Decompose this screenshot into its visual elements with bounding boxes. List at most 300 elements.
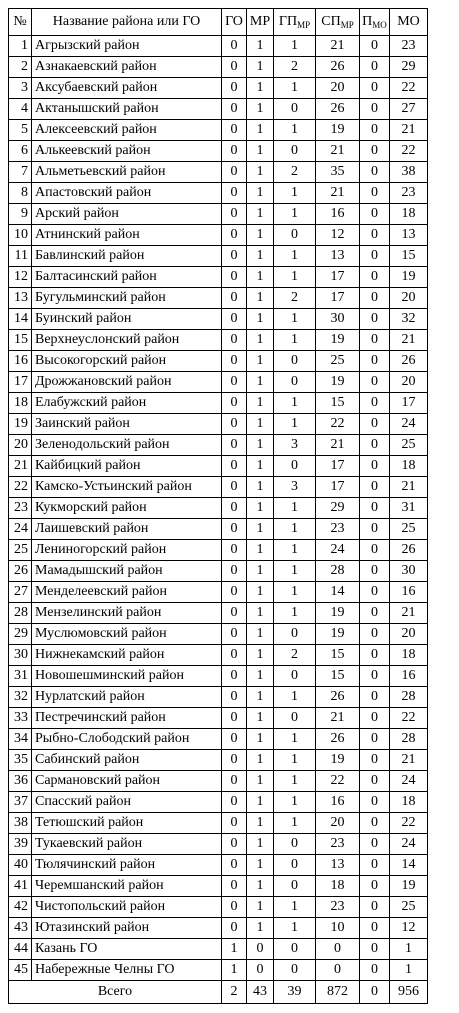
cell-sp: 29: [316, 498, 360, 519]
cell-name: Арский район: [32, 204, 222, 225]
cell-p: 0: [360, 771, 390, 792]
total-go: 2: [222, 981, 247, 1004]
cell-sp: 26: [316, 687, 360, 708]
cell-mo: 24: [390, 414, 428, 435]
cell-mr: 1: [247, 708, 274, 729]
table-row: [9, 540, 428, 561]
cell-sp: 28: [316, 561, 360, 582]
cell-mr: 1: [247, 687, 274, 708]
header-gp-base: ГП: [278, 14, 298, 29]
cell-gp: 0: [274, 351, 316, 372]
cell-name: Кукморский район: [32, 498, 222, 519]
table-row: [9, 99, 428, 120]
cell-mr: 1: [247, 393, 274, 414]
cell-go: 0: [222, 519, 247, 540]
table-row: [9, 729, 428, 750]
total-p: 0: [360, 981, 390, 1004]
cell-number: 37: [9, 792, 32, 813]
cell-name: Менделеевский район: [32, 582, 222, 603]
cell-name: Бугульминский район: [32, 288, 222, 309]
cell-mr: 1: [247, 666, 274, 687]
cell-go: 0: [222, 708, 247, 729]
cell-p: 0: [360, 225, 390, 246]
cell-number: 21: [9, 456, 32, 477]
cell-mo: 38: [390, 162, 428, 183]
cell-go: 0: [222, 876, 247, 897]
cell-name: Лениногорский район: [32, 540, 222, 561]
table-row: [9, 267, 428, 288]
cell-sp: 19: [316, 372, 360, 393]
cell-gp: 1: [274, 603, 316, 624]
cell-gp: 0: [274, 855, 316, 876]
cell-number: 29: [9, 624, 32, 645]
header-p-sub: МО: [372, 20, 387, 30]
header-sp-base: СП: [321, 14, 341, 29]
cell-mr: 1: [247, 897, 274, 918]
cell-go: 0: [222, 540, 247, 561]
cell-number: 41: [9, 876, 32, 897]
cell-name: Тетюшский район: [32, 813, 222, 834]
cell-p: 0: [360, 456, 390, 477]
cell-name: Сармановский район: [32, 771, 222, 792]
cell-go: 0: [222, 162, 247, 183]
cell-go: 0: [222, 603, 247, 624]
cell-gp: 3: [274, 435, 316, 456]
cell-go: 0: [222, 414, 247, 435]
cell-sp: 21: [316, 183, 360, 204]
cell-gp: 2: [274, 162, 316, 183]
table-row: [9, 414, 428, 435]
cell-mo: 21: [390, 330, 428, 351]
table-row: [9, 225, 428, 246]
cell-gp: 0: [274, 834, 316, 855]
table-row: [9, 309, 428, 330]
total-mo: 956: [390, 981, 428, 1004]
cell-p: 0: [360, 477, 390, 498]
cell-go: 0: [222, 120, 247, 141]
cell-name: Заинский район: [32, 414, 222, 435]
cell-name: Буинский район: [32, 309, 222, 330]
cell-name: Рыбно-Слободский район: [32, 729, 222, 750]
cell-number: 22: [9, 477, 32, 498]
cell-mr: 1: [247, 435, 274, 456]
cell-number: 23: [9, 498, 32, 519]
cell-name: Муслюмовский район: [32, 624, 222, 645]
cell-name: Дрожжановский район: [32, 372, 222, 393]
table-row: [9, 876, 428, 897]
table-header-row: [9, 9, 428, 36]
table-row: [9, 750, 428, 771]
cell-name: Агрызский район: [32, 36, 222, 57]
cell-sp: 26: [316, 99, 360, 120]
cell-gp: 1: [274, 582, 316, 603]
cell-go: 0: [222, 456, 247, 477]
cell-go: 0: [222, 582, 247, 603]
municipalities-table: [8, 8, 428, 1004]
cell-gp: 0: [274, 939, 316, 960]
cell-mo: 22: [390, 813, 428, 834]
cell-name: Камско-Устьинский район: [32, 477, 222, 498]
cell-mr: 1: [247, 120, 274, 141]
cell-name: Казань ГО: [32, 939, 222, 960]
cell-mr: 0: [247, 939, 274, 960]
cell-mr: 1: [247, 561, 274, 582]
cell-mr: 1: [247, 645, 274, 666]
cell-go: 0: [222, 288, 247, 309]
table-row: [9, 246, 428, 267]
cell-p: 0: [360, 393, 390, 414]
cell-sp: 23: [316, 519, 360, 540]
cell-mr: 1: [247, 372, 274, 393]
cell-mr: 1: [247, 225, 274, 246]
table-body: [9, 36, 428, 981]
cell-sp: 21: [316, 435, 360, 456]
header-p-base: П: [362, 14, 373, 29]
cell-sp: 26: [316, 729, 360, 750]
cell-p: 0: [360, 330, 390, 351]
cell-mo: 16: [390, 582, 428, 603]
cell-number: 40: [9, 855, 32, 876]
cell-sp: 17: [316, 477, 360, 498]
cell-gp: 1: [274, 393, 316, 414]
table-row: [9, 897, 428, 918]
header-gp-sub: МР: [297, 20, 311, 30]
cell-p: 0: [360, 939, 390, 960]
table-row: [9, 498, 428, 519]
cell-mo: 13: [390, 225, 428, 246]
table-row: [9, 141, 428, 162]
cell-number: 34: [9, 729, 32, 750]
cell-p: 0: [360, 708, 390, 729]
cell-number: 18: [9, 393, 32, 414]
cell-gp: 1: [274, 309, 316, 330]
cell-name: Черемшанский район: [32, 876, 222, 897]
cell-sp: 15: [316, 645, 360, 666]
cell-p: 0: [360, 834, 390, 855]
cell-mo: 18: [390, 456, 428, 477]
cell-go: 1: [222, 939, 247, 960]
cell-number: 20: [9, 435, 32, 456]
cell-sp: 23: [316, 897, 360, 918]
cell-p: 0: [360, 729, 390, 750]
municipalities-table-container: [8, 8, 428, 1004]
table-row: [9, 330, 428, 351]
table-row: [9, 519, 428, 540]
cell-mr: 1: [247, 792, 274, 813]
cell-number: 25: [9, 540, 32, 561]
cell-name: Азнакаевский район: [32, 57, 222, 78]
cell-sp: 19: [316, 120, 360, 141]
total-label: Всего: [9, 981, 222, 1004]
cell-p: 0: [360, 351, 390, 372]
cell-mo: 32: [390, 309, 428, 330]
cell-mo: 20: [390, 288, 428, 309]
cell-mo: 22: [390, 141, 428, 162]
table-row: [9, 960, 428, 981]
cell-p: 0: [360, 750, 390, 771]
cell-mr: 1: [247, 540, 274, 561]
header-name: Название района или ГО: [32, 9, 222, 36]
cell-mr: 1: [247, 288, 274, 309]
cell-name: Актанышский район: [32, 99, 222, 120]
cell-mr: 1: [247, 141, 274, 162]
cell-gp: 1: [274, 729, 316, 750]
cell-number: 1: [9, 36, 32, 57]
cell-mr: 1: [247, 624, 274, 645]
cell-mo: 15: [390, 246, 428, 267]
cell-go: 0: [222, 750, 247, 771]
cell-gp: 1: [274, 561, 316, 582]
cell-name: Тукаевский район: [32, 834, 222, 855]
cell-gp: 1: [274, 36, 316, 57]
cell-p: 0: [360, 204, 390, 225]
cell-mo: 1: [390, 939, 428, 960]
cell-mo: 1: [390, 960, 428, 981]
cell-mo: 22: [390, 708, 428, 729]
cell-sp: 12: [316, 225, 360, 246]
cell-go: 0: [222, 834, 247, 855]
table-row: [9, 57, 428, 78]
cell-gp: 3: [274, 477, 316, 498]
cell-name: Аксубаевский район: [32, 78, 222, 99]
table-row: [9, 582, 428, 603]
cell-sp: 10: [316, 918, 360, 939]
cell-mr: 1: [247, 330, 274, 351]
cell-sp: 17: [316, 267, 360, 288]
cell-mr: 1: [247, 498, 274, 519]
cell-p: 0: [360, 162, 390, 183]
cell-gp: 1: [274, 120, 316, 141]
cell-name: Сабинский район: [32, 750, 222, 771]
cell-p: 0: [360, 141, 390, 162]
cell-sp: 24: [316, 540, 360, 561]
cell-number: 13: [9, 288, 32, 309]
cell-number: 28: [9, 603, 32, 624]
cell-number: 6: [9, 141, 32, 162]
cell-mo: 24: [390, 834, 428, 855]
cell-sp: 21: [316, 708, 360, 729]
cell-mr: 1: [247, 750, 274, 771]
cell-mo: 26: [390, 351, 428, 372]
cell-mo: 12: [390, 918, 428, 939]
cell-mo: 18: [390, 645, 428, 666]
table-row: [9, 162, 428, 183]
cell-mo: 23: [390, 183, 428, 204]
cell-name: Набережные Челны ГО: [32, 960, 222, 981]
table-row: [9, 624, 428, 645]
cell-p: 0: [360, 309, 390, 330]
cell-go: 0: [222, 813, 247, 834]
cell-mr: 1: [247, 99, 274, 120]
cell-mo: 21: [390, 603, 428, 624]
cell-p: 0: [360, 99, 390, 120]
cell-mo: 25: [390, 519, 428, 540]
cell-p: 0: [360, 582, 390, 603]
cell-mr: 1: [247, 603, 274, 624]
table-row: [9, 834, 428, 855]
cell-name: Зеленодольский район: [32, 435, 222, 456]
cell-gp: 0: [274, 456, 316, 477]
cell-name: Нижнекамский район: [32, 645, 222, 666]
total-sp: 872: [316, 981, 360, 1004]
cell-go: 0: [222, 141, 247, 162]
cell-mr: 1: [247, 456, 274, 477]
cell-number: 15: [9, 330, 32, 351]
cell-p: 0: [360, 666, 390, 687]
cell-number: 27: [9, 582, 32, 603]
cell-mo: 27: [390, 99, 428, 120]
cell-number: 36: [9, 771, 32, 792]
cell-p: 0: [360, 813, 390, 834]
cell-sp: 0: [316, 960, 360, 981]
cell-name: Спасский район: [32, 792, 222, 813]
cell-name: Тюлячинский район: [32, 855, 222, 876]
cell-sp: 17: [316, 456, 360, 477]
cell-gp: 1: [274, 267, 316, 288]
cell-mo: 18: [390, 792, 428, 813]
cell-mr: 1: [247, 519, 274, 540]
cell-mr: 1: [247, 351, 274, 372]
cell-go: 0: [222, 309, 247, 330]
cell-number: 24: [9, 519, 32, 540]
cell-sp: 19: [316, 750, 360, 771]
cell-go: 1: [222, 960, 247, 981]
cell-mo: 20: [390, 624, 428, 645]
table-row: [9, 456, 428, 477]
header-sp-mr: [316, 9, 360, 36]
cell-name: Чистопольский район: [32, 897, 222, 918]
cell-number: 7: [9, 162, 32, 183]
cell-name: Верхнеуслонский район: [32, 330, 222, 351]
table-row: [9, 792, 428, 813]
cell-mo: 14: [390, 855, 428, 876]
cell-number: 30: [9, 645, 32, 666]
cell-gp: 1: [274, 204, 316, 225]
cell-gp: 1: [274, 687, 316, 708]
cell-mo: 25: [390, 897, 428, 918]
cell-number: 31: [9, 666, 32, 687]
table-row: [9, 183, 428, 204]
total-row: [9, 981, 428, 1004]
cell-gp: 1: [274, 246, 316, 267]
cell-gp: 1: [274, 813, 316, 834]
table-row: [9, 603, 428, 624]
header-p-mo: [360, 9, 390, 36]
cell-go: 0: [222, 183, 247, 204]
total-gp: 39: [274, 981, 316, 1004]
cell-mr: 0: [247, 960, 274, 981]
cell-gp: 0: [274, 99, 316, 120]
cell-gp: 0: [274, 708, 316, 729]
cell-gp: 0: [274, 876, 316, 897]
cell-mr: 1: [247, 834, 274, 855]
cell-mo: 26: [390, 540, 428, 561]
cell-sp: 15: [316, 393, 360, 414]
cell-number: 9: [9, 204, 32, 225]
cell-p: 0: [360, 288, 390, 309]
cell-number: 39: [9, 834, 32, 855]
cell-sp: 20: [316, 78, 360, 99]
cell-go: 0: [222, 897, 247, 918]
cell-mr: 1: [247, 246, 274, 267]
table-row: [9, 918, 428, 939]
cell-mr: 1: [247, 813, 274, 834]
cell-p: 0: [360, 540, 390, 561]
cell-mr: 1: [247, 267, 274, 288]
cell-gp: 1: [274, 771, 316, 792]
table-row: [9, 561, 428, 582]
cell-name: Атнинский район: [32, 225, 222, 246]
cell-go: 0: [222, 372, 247, 393]
cell-p: 0: [360, 876, 390, 897]
cell-sp: 35: [316, 162, 360, 183]
cell-number: 19: [9, 414, 32, 435]
cell-mr: 1: [247, 414, 274, 435]
table-row: [9, 939, 428, 960]
cell-p: 0: [360, 246, 390, 267]
cell-sp: 13: [316, 855, 360, 876]
cell-name: Кайбицкий район: [32, 456, 222, 477]
cell-p: 0: [360, 267, 390, 288]
cell-go: 0: [222, 393, 247, 414]
table-row: [9, 645, 428, 666]
table-row: [9, 393, 428, 414]
cell-p: 0: [360, 519, 390, 540]
cell-go: 0: [222, 729, 247, 750]
cell-mr: 1: [247, 855, 274, 876]
cell-gp: 0: [274, 624, 316, 645]
cell-mo: 28: [390, 729, 428, 750]
cell-gp: 0: [274, 666, 316, 687]
cell-name: Лаишевский район: [32, 519, 222, 540]
cell-p: 0: [360, 603, 390, 624]
table-row: [9, 435, 428, 456]
cell-mr: 1: [247, 582, 274, 603]
cell-mr: 1: [247, 162, 274, 183]
cell-p: 0: [360, 498, 390, 519]
cell-number: 43: [9, 918, 32, 939]
cell-gp: 1: [274, 498, 316, 519]
cell-name: Балтасинский район: [32, 267, 222, 288]
header-go: ГО: [222, 9, 247, 36]
cell-name: Алексеевский район: [32, 120, 222, 141]
cell-mo: 21: [390, 120, 428, 141]
cell-p: 0: [360, 372, 390, 393]
cell-number: 12: [9, 267, 32, 288]
cell-gp: 1: [274, 78, 316, 99]
table-row: [9, 771, 428, 792]
cell-go: 0: [222, 57, 247, 78]
cell-sp: 0: [316, 939, 360, 960]
cell-name: Пестречинский район: [32, 708, 222, 729]
cell-go: 0: [222, 666, 247, 687]
cell-sp: 21: [316, 36, 360, 57]
cell-mr: 1: [247, 57, 274, 78]
cell-go: 0: [222, 561, 247, 582]
cell-mr: 1: [247, 309, 274, 330]
cell-p: 0: [360, 897, 390, 918]
cell-p: 0: [360, 960, 390, 981]
cell-p: 0: [360, 57, 390, 78]
cell-sp: 22: [316, 414, 360, 435]
cell-mo: 16: [390, 666, 428, 687]
cell-number: 3: [9, 78, 32, 99]
cell-p: 0: [360, 36, 390, 57]
cell-go: 0: [222, 330, 247, 351]
table-row: [9, 36, 428, 57]
cell-go: 0: [222, 225, 247, 246]
table-row: [9, 204, 428, 225]
